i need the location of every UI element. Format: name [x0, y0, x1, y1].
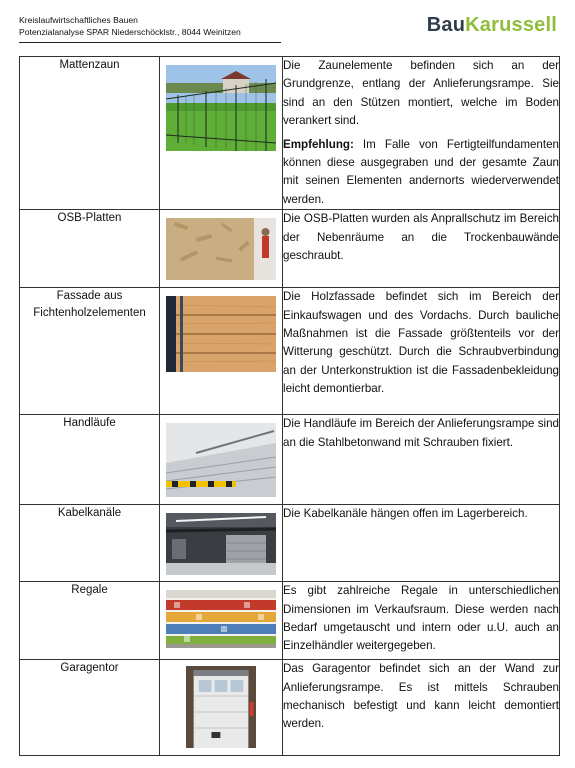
row-image-cell [160, 582, 283, 660]
row-text: Es gibt zahlreiche Regale in unterschiedlichen Dimensionen im Verkaufsraum. Diese werden nach Bedarf umgetauscht und intern oder u.U. auch an Einzelhändler weitergegeben. [283, 584, 559, 653]
row-image-cell [160, 505, 283, 582]
baukarussell-logo [427, 14, 557, 37]
wood-facade-photo-icon [166, 296, 276, 372]
handrail-photo-icon [166, 423, 276, 497]
row-description [283, 582, 560, 660]
row-description [283, 415, 560, 505]
fence-photo-icon [166, 65, 276, 151]
row-image-cell [160, 210, 283, 288]
shelves-photo-icon [166, 590, 276, 648]
row-text: Die Handläufe im Bereich der Anlieferungsrampe sind an die Stahlbetonwand mit Schrauben fixiert. [283, 417, 559, 449]
row-image-cell [160, 288, 283, 415]
recommendation-text: Im Falle von Fertigteilfundamenten können diese ausgegraben und der gesamte Zaun mit seinen Elementen andernorts wiederverwendet werden. [283, 137, 559, 206]
table-row [20, 582, 560, 660]
row-label: Fassade aus Fichtenholzelementen [20, 288, 160, 415]
row-description [283, 505, 560, 582]
component-table [19, 56, 560, 756]
logo-part-bau: Bau [426, 14, 466, 36]
row-image-cell [160, 415, 283, 505]
row-image-cell [160, 660, 283, 756]
row-text: Das Garagentor befindet sich an der Wand zur Anlieferungsrampe. Es ist mittels Schrauben mechanisch befestigt und kann leicht demontiert werden. [283, 662, 559, 731]
recommendation-paragraph [283, 136, 559, 210]
table-row [20, 210, 560, 288]
row-text: Die Holzfassade befindet sich im Bereich der Einkaufswagen und des Vordachs. Durch bauliche Maßnahmen ist die Fassade größtenteils vor der Witterung geschützt. Durch die Schraubverbindung an der Unterkonstruktion ist die Fassadenbekleidung leicht demontierbar. [283, 290, 559, 396]
table-row [20, 415, 560, 505]
row-label: Regale [20, 582, 160, 660]
page-header [19, 14, 559, 42]
header-divider [19, 42, 281, 43]
row-description [283, 57, 560, 210]
table-row [20, 57, 560, 210]
row-description [283, 288, 560, 415]
garage-door-photo-icon [186, 666, 256, 748]
header-project-title: Kreislaufwirtschaftliches Bauen [19, 15, 138, 25]
logo-part-karussell: Karussell [465, 14, 557, 36]
row-text: Die Kabelkanäle hängen offen im Lagerbereich. [283, 507, 528, 521]
recommendation-label: Empfehlung: [283, 137, 354, 151]
row-label: Mattenzaun [20, 57, 160, 210]
row-label: Garagentor [20, 660, 160, 756]
osb-board-photo-icon [166, 218, 276, 280]
row-text: Die Zaunelemente befinden sich an der Grundgrenze, entlang der Anlieferungsrampe. Sie sind an den Stützen montiert, welche im Boden verankert sind. [283, 59, 559, 128]
header-project-subtitle: Potenzialanalyse SPAR Niederschöcklstr., 8044 Weinitzen [19, 27, 241, 37]
row-label: Kabelkanäle [20, 505, 160, 582]
row-label: OSB-Platten [20, 210, 160, 288]
row-image-cell [160, 57, 283, 210]
row-description [283, 210, 560, 288]
row-text: Die OSB-Platten wurden als Anprallschutz im Bereich der Nebenräume an die Trockenbauwände geschraubt. [283, 212, 559, 263]
table-row [20, 660, 560, 756]
table-row [20, 505, 560, 582]
row-label: Handläufe [20, 415, 160, 505]
table-row [20, 288, 560, 415]
row-description [283, 660, 560, 756]
cable-tray-photo-icon [166, 513, 276, 575]
